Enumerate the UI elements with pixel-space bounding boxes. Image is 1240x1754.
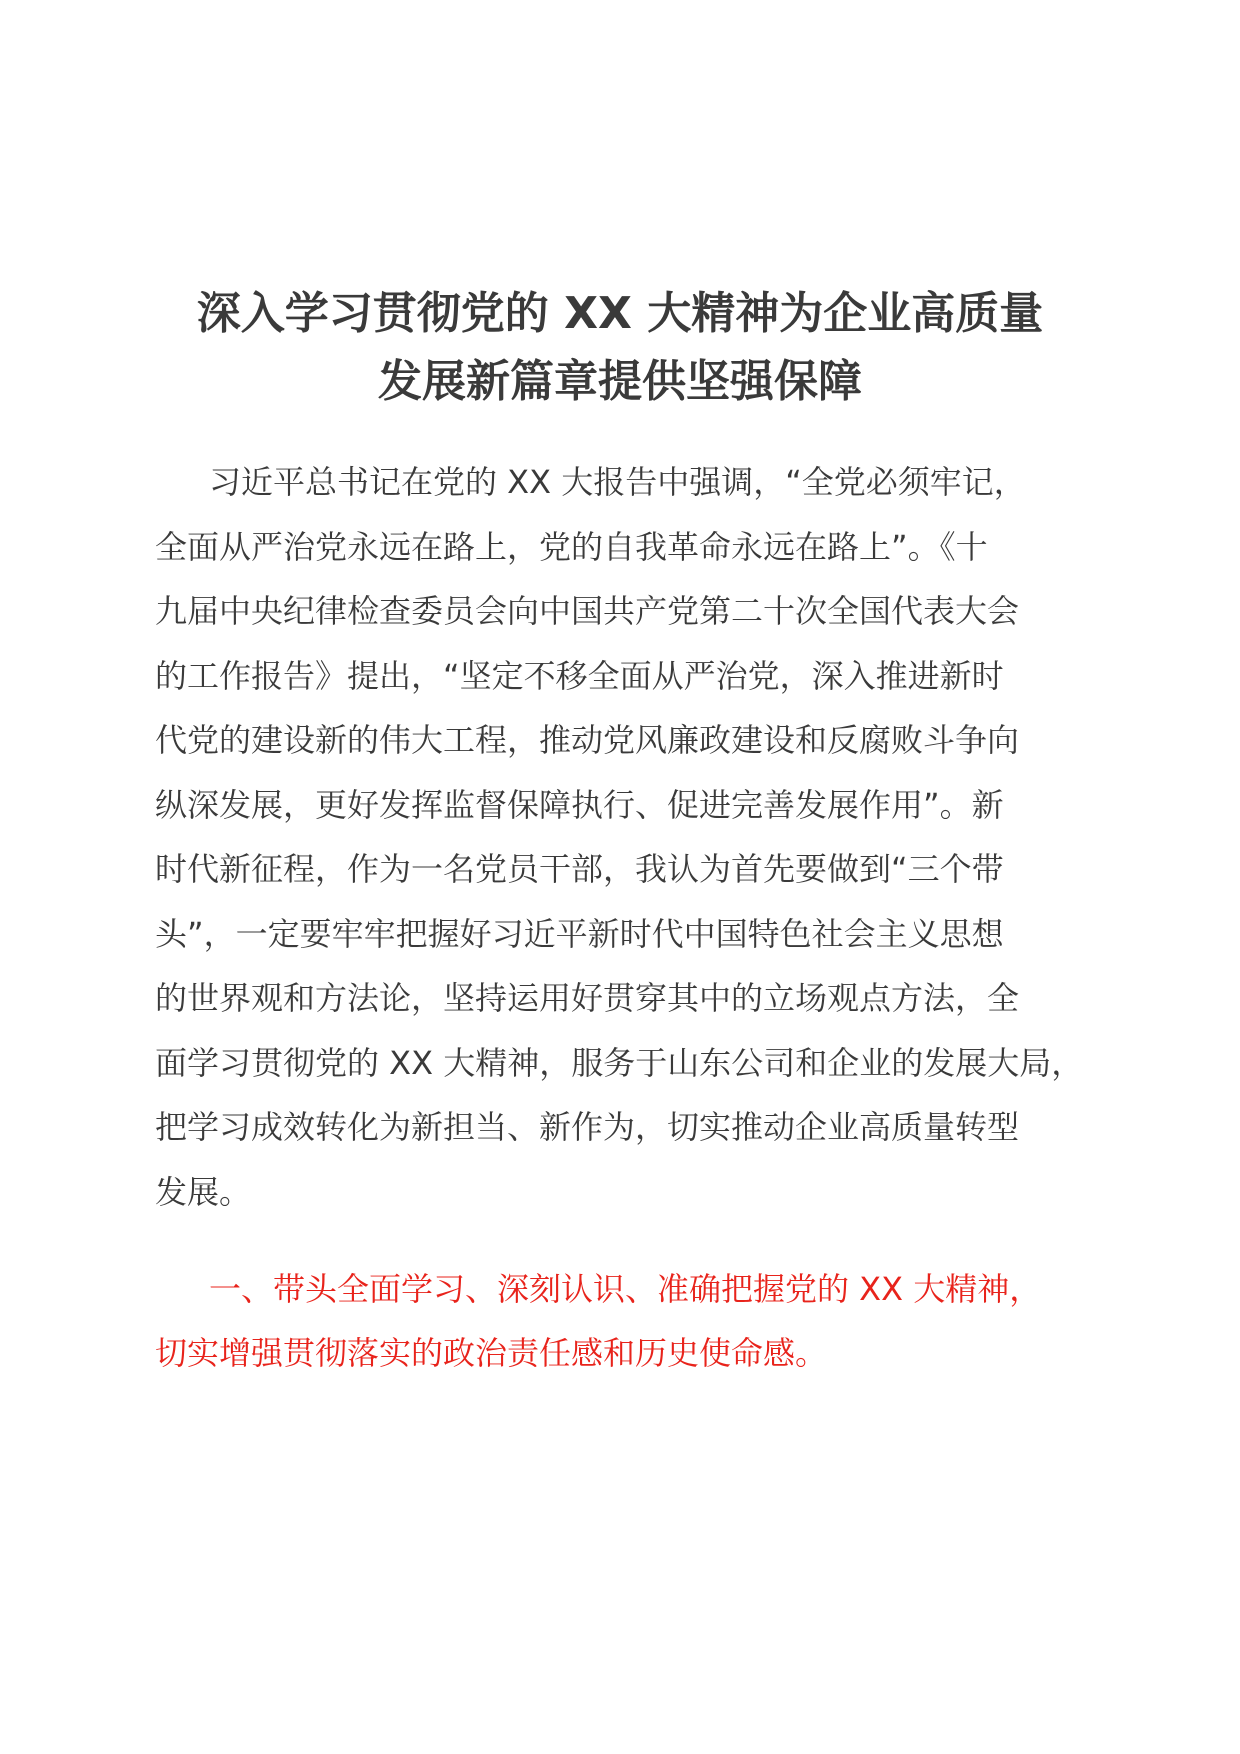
section-heading-line-2: 切实增强贯彻落实的政治责任感和历史使命感。: [155, 1334, 828, 1372]
paragraph-line: 九届中央纪律检查委员会向中国共产党第二十次全国代表大会: [155, 592, 1020, 630]
paragraph-line: 的世界观和方法论，坚持运用好贯穿其中的立场观点方法，全: [155, 979, 1020, 1017]
paragraph-line: 全面从严治党永远在路上，党的自我革命永远在路上”。《十: [155, 527, 988, 566]
title-line-2: 发展新篇章提供坚强保障: [378, 356, 862, 407]
section-heading-line-1: 一、带头全面学习、深刻认识、准确把握党的 XX 大精神，: [209, 1270, 1042, 1308]
paragraph-line: 面学习贯彻党的 XX 大精神，服务于山东公司和企业的发展大局，: [155, 1043, 1084, 1082]
paragraph-line: 头”，一定要牢牢把握好习近平新时代中国特色社会主义思想: [155, 914, 1004, 953]
paragraph-line: 的工作报告》提出，“坚定不移全面从严治党，深入推进新时: [155, 656, 1004, 695]
intro-paragraph: [155, 450, 1095, 1224]
document-title: [150, 280, 1090, 416]
paragraph-line: 习近平总书记在党的 XX 大报告中强调，“全党必须牢记，: [209, 463, 1026, 501]
paragraph-line: 时代新征程，作为一名党员干部，我认为首先要做到“三个带: [155, 850, 1004, 888]
section-heading: [155, 1257, 1095, 1385]
paragraph-line: 纵深发展，更好发挥监督保障执行、促进完善发展作用”。新: [155, 785, 1004, 824]
paragraph-line: 把学习成效转化为新担当、新作为，切实推动企业高质量转型: [155, 1108, 1020, 1146]
paragraph-line: 发展。: [155, 1172, 252, 1211]
title-line-1: 深入学习贯彻党的 XX 大精神为企业高质量: [196, 288, 1044, 339]
paragraph-line: 代党的建设新的伟大工程，推动党风廉政建设和反腐败斗争向: [155, 721, 1020, 759]
